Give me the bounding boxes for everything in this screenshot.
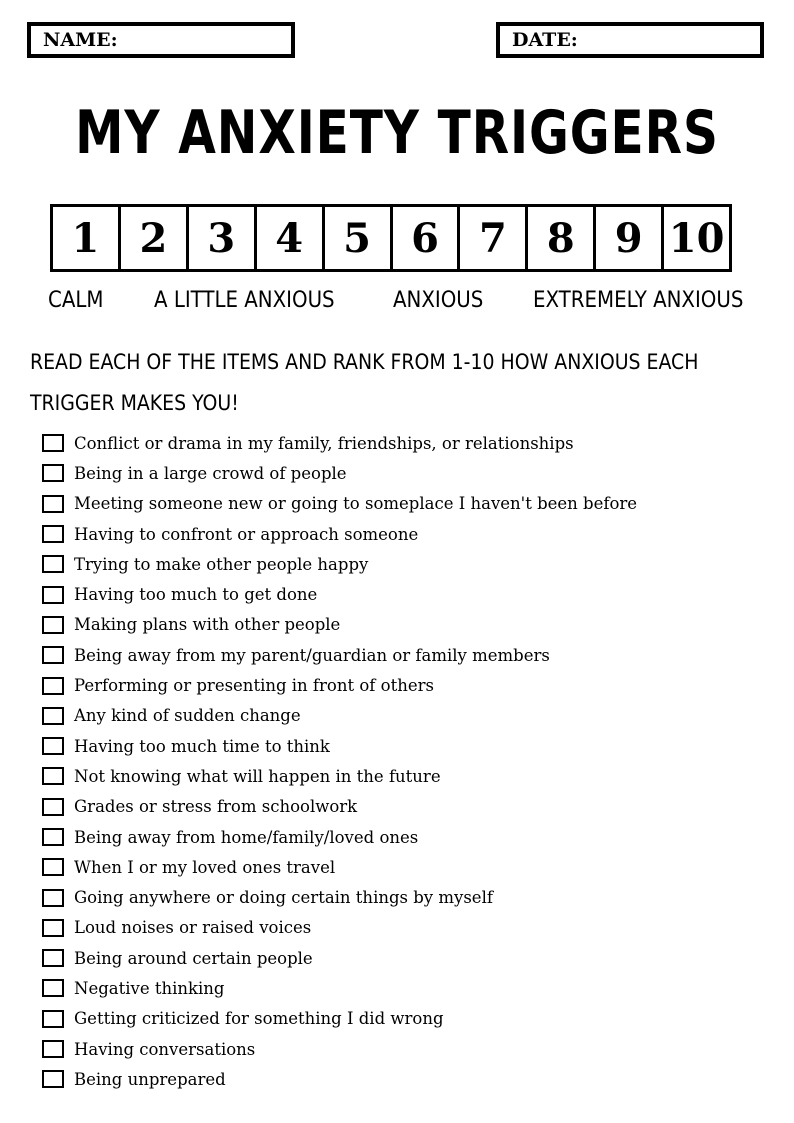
trigger-text: Meeting someone new or going to someplace I haven't been before bbox=[74, 494, 638, 514]
list-item bbox=[42, 428, 637, 458]
trigger-text: Negative thinking bbox=[74, 978, 225, 998]
trigger-text: Having conversations bbox=[74, 1039, 256, 1059]
checkbox[interactable] bbox=[42, 586, 64, 604]
scale-cell-7: 7 bbox=[460, 207, 528, 269]
scale-cell-5: 5 bbox=[325, 207, 393, 269]
checkbox[interactable] bbox=[42, 919, 64, 937]
checkbox[interactable] bbox=[42, 707, 64, 725]
anxiety-scale bbox=[50, 204, 732, 272]
list-item bbox=[42, 1004, 637, 1034]
date-label: DATE: bbox=[512, 29, 578, 51]
trigger-text: Being in a large crowd of people bbox=[74, 463, 347, 483]
scale-cell-4: 4 bbox=[257, 207, 325, 269]
scale-cell-9: 9 bbox=[596, 207, 664, 269]
list-item bbox=[42, 852, 637, 882]
trigger-text: Having too much to get done bbox=[74, 585, 318, 605]
list-item bbox=[42, 822, 637, 852]
trigger-text: Trying to make other people happy bbox=[74, 554, 369, 574]
checkbox[interactable] bbox=[42, 889, 64, 907]
list-item bbox=[42, 549, 637, 579]
list-item bbox=[42, 1034, 637, 1064]
list-item bbox=[42, 731, 637, 761]
trigger-text: Making plans with other people bbox=[74, 615, 341, 635]
checkbox[interactable] bbox=[42, 828, 64, 846]
trigger-text: Conflict or drama in my family, friendships, or relationships bbox=[74, 433, 574, 453]
list-item bbox=[42, 489, 637, 519]
checkbox[interactable] bbox=[42, 434, 64, 452]
list-item bbox=[42, 913, 637, 943]
trigger-text: Getting criticized for something I did wrong bbox=[74, 1009, 444, 1029]
checkbox[interactable] bbox=[42, 555, 64, 573]
scale-label-a-little-anxious: A LITTLE ANXIOUS bbox=[154, 288, 335, 313]
list-item bbox=[42, 670, 637, 700]
checkbox[interactable] bbox=[42, 1010, 64, 1028]
list-item bbox=[42, 792, 637, 822]
checkbox[interactable] bbox=[42, 464, 64, 482]
instructions: READ EACH OF THE ITEMS AND RANK FROM 1-10 HOW ANXIOUS EACH TRIGGER MAKES YOU! bbox=[30, 350, 699, 415]
scale-cell-2: 2 bbox=[121, 207, 189, 269]
checkbox[interactable] bbox=[42, 737, 64, 755]
list-item bbox=[42, 519, 637, 549]
checkbox[interactable] bbox=[42, 979, 64, 997]
trigger-text: When I or my loved ones travel bbox=[74, 857, 336, 877]
list-item bbox=[42, 579, 637, 609]
list-item bbox=[42, 640, 637, 670]
scale-cell-1: 1 bbox=[53, 207, 121, 269]
scale-cell-6: 6 bbox=[393, 207, 461, 269]
scale-label-calm: CALM bbox=[48, 288, 104, 313]
name-label: NAME: bbox=[43, 29, 118, 51]
checkbox[interactable] bbox=[42, 949, 64, 967]
page-title: MY ANXIETY TRIGGERS bbox=[75, 98, 719, 168]
checkbox[interactable] bbox=[42, 616, 64, 634]
trigger-text: Having to confront or approach someone bbox=[74, 524, 419, 544]
trigger-text: Performing or presenting in front of others bbox=[74, 676, 434, 696]
list-item bbox=[42, 973, 637, 1003]
trigger-text: Being unprepared bbox=[74, 1069, 226, 1089]
scale-label-extremely-anxious: EXTREMELY ANXIOUS bbox=[533, 288, 744, 313]
checkbox[interactable] bbox=[42, 767, 64, 785]
checkbox[interactable] bbox=[42, 798, 64, 816]
list-item bbox=[42, 701, 637, 731]
trigger-text: Not knowing what will happen in the future bbox=[74, 766, 441, 786]
checkbox[interactable] bbox=[42, 1070, 64, 1088]
trigger-text: Any kind of sudden change bbox=[74, 706, 301, 726]
trigger-list bbox=[42, 428, 637, 1095]
list-item bbox=[42, 943, 637, 973]
name-field[interactable] bbox=[27, 22, 295, 58]
trigger-text: Grades or stress from schoolwork bbox=[74, 797, 358, 817]
trigger-text: Being away from my parent/guardian or family members bbox=[74, 645, 550, 665]
trigger-text: Loud noises or raised voices bbox=[74, 918, 312, 938]
list-item bbox=[42, 458, 637, 488]
list-item bbox=[42, 1064, 637, 1094]
checkbox[interactable] bbox=[42, 646, 64, 664]
checkbox[interactable] bbox=[42, 858, 64, 876]
scale-cell-8: 8 bbox=[528, 207, 596, 269]
trigger-text: Going anywhere or doing certain things by myself bbox=[74, 888, 493, 908]
scale-cell-3: 3 bbox=[189, 207, 257, 269]
checkbox[interactable] bbox=[42, 677, 64, 695]
list-item bbox=[42, 610, 637, 640]
checkbox[interactable] bbox=[42, 1040, 64, 1058]
trigger-text: Being around certain people bbox=[74, 948, 313, 968]
date-field[interactable] bbox=[496, 22, 764, 58]
list-item bbox=[42, 882, 637, 912]
list-item bbox=[42, 761, 637, 791]
scale-label-anxious: ANXIOUS bbox=[393, 288, 484, 313]
checkbox[interactable] bbox=[42, 495, 64, 513]
scale-cell-10: 10 bbox=[668, 214, 725, 262]
trigger-text: Having too much time to think bbox=[74, 736, 330, 756]
checkbox[interactable] bbox=[42, 525, 64, 543]
trigger-text: Being away from home/family/loved ones bbox=[74, 827, 419, 847]
